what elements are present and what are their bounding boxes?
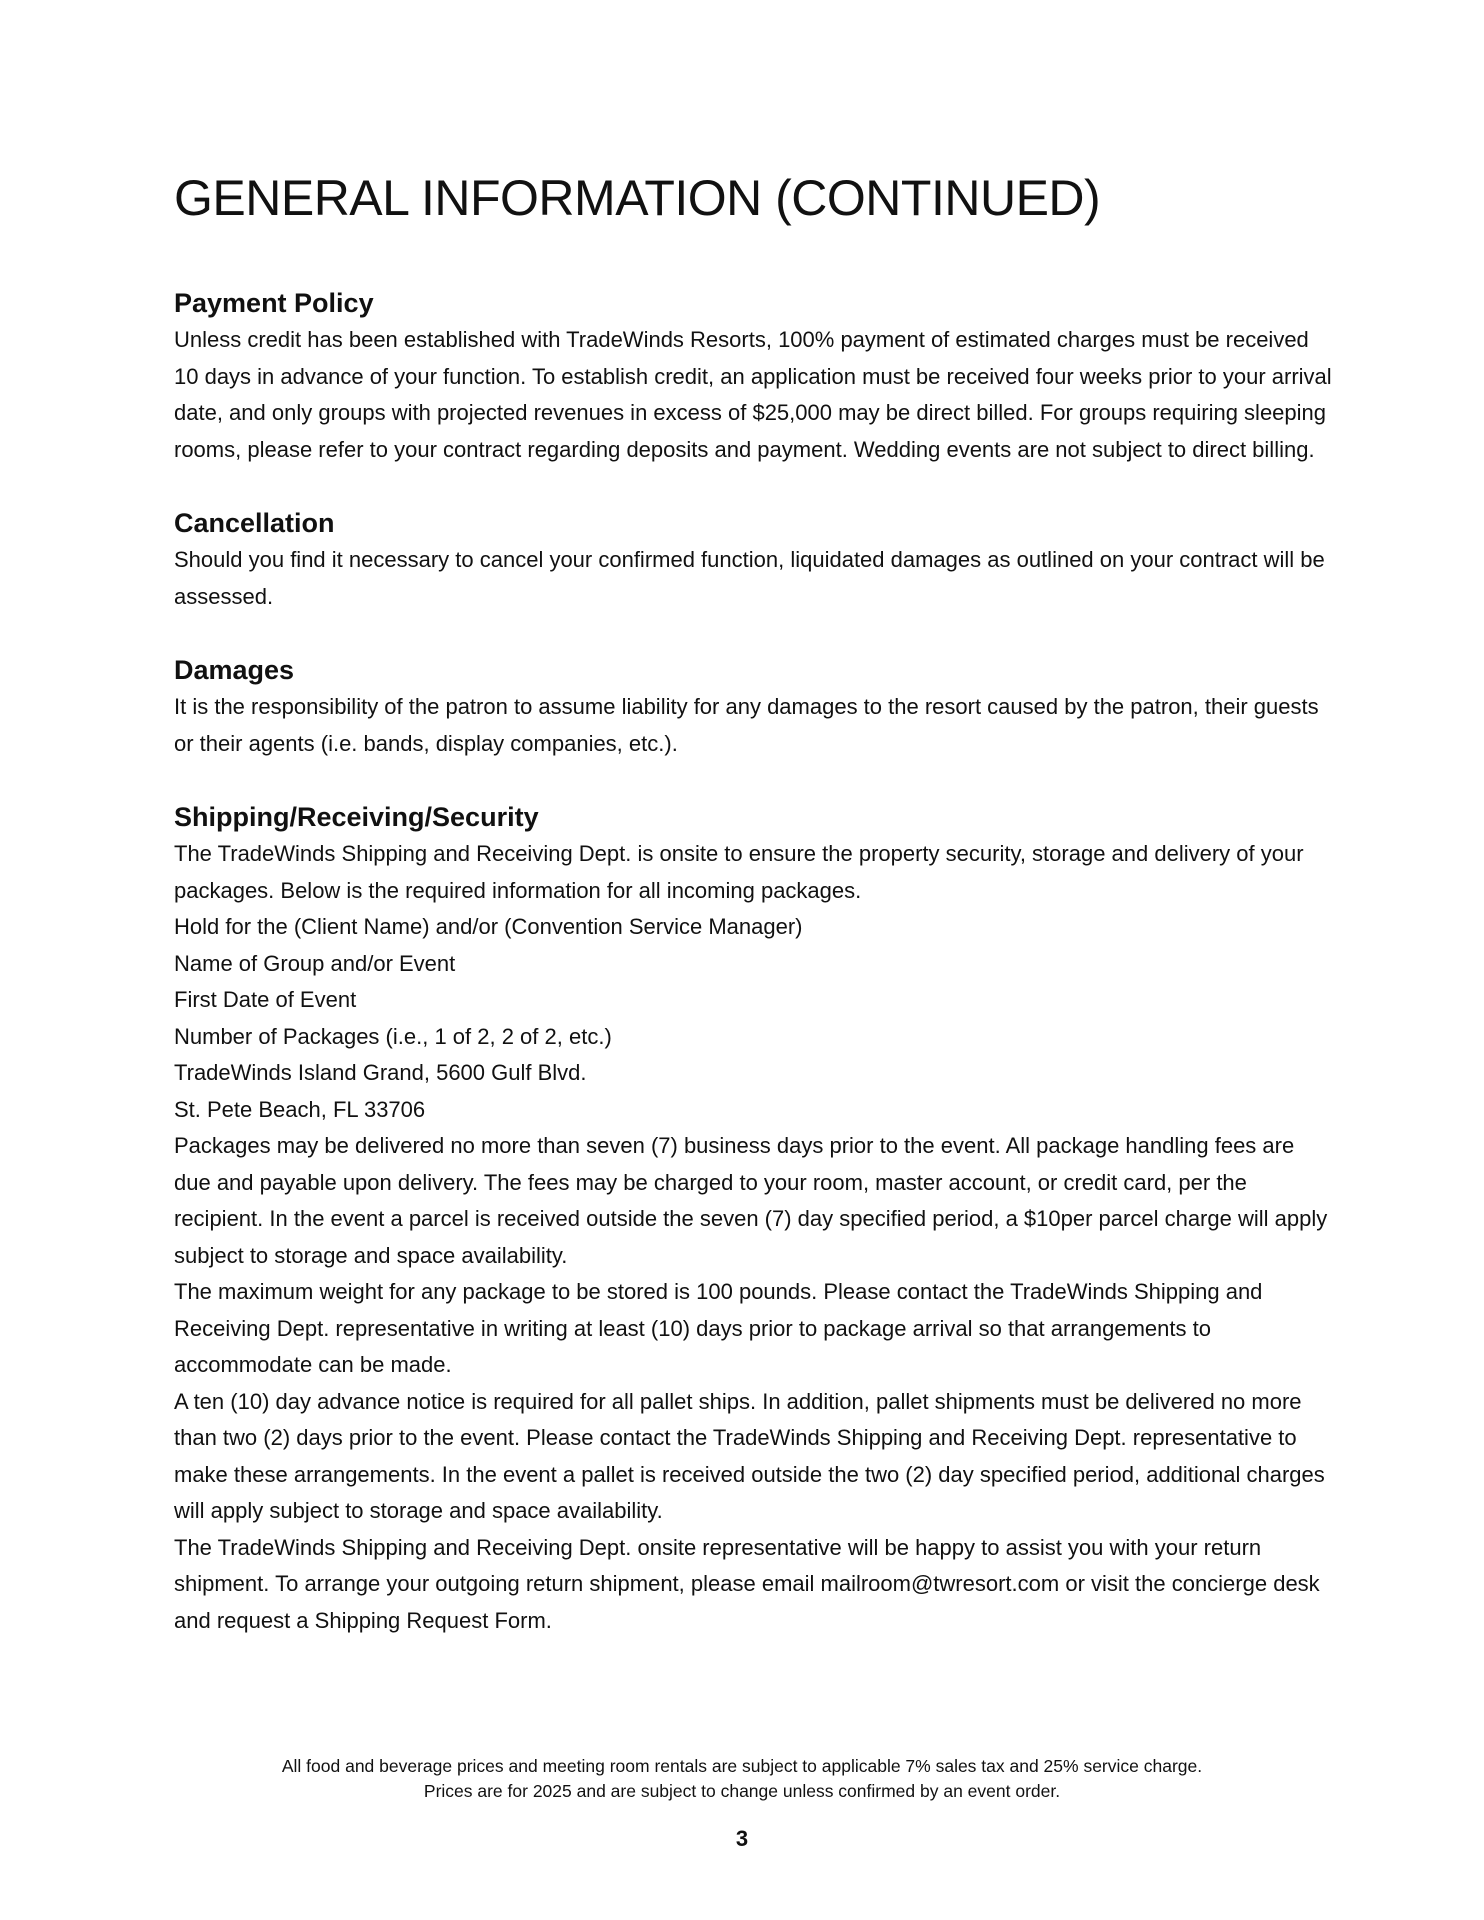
section-paragraph: A ten (10) day advance notice is required for all pallet ships. In addition, pallet shipments must be delivered no more than two (2) days prior to the event. Please contact the TradeWinds Shipping and Receiving Dept. representative to make these arrangements. In the event a pallet is received outside the two (2) day specified period, additional charges will apply subject to storage and space availability.: [174, 1388, 1325, 1523]
shipping-info-line: Hold for the (Client Name) and/or (Convention Service Manager): [174, 914, 803, 939]
section-heading: Payment Policy: [174, 288, 374, 318]
section-heading: Shipping/Receiving/Security: [174, 802, 539, 832]
section-paragraph: Packages may be delivered no more than seven (7) business days prior to the event. All package handling fees are due and payable upon delivery. The fees may be charged to your room, master account, or credit card, per the recipient. In the event a parcel is received outside the seven (7) day specified period, a $10per parcel charge will apply subject to storage and space availability.: [174, 1133, 1328, 1268]
shipping-address-line: TradeWinds Island Grand, 5600 Gulf Blvd.: [174, 1060, 587, 1085]
section-shipping-receiving-security: [174, 798, 1334, 1639]
section-cancellation: [174, 504, 1334, 615]
shipping-info-line: First Date of Event: [174, 987, 357, 1012]
section-damages: [174, 651, 1334, 762]
section-paragraph: Should you find it necessary to cancel your confirmed function, liquidated damages as outlined on your contract will be assessed.: [174, 547, 1325, 609]
shipping-info-line: Name of Group and/or Event: [174, 950, 456, 976]
section-heading: Damages: [174, 655, 295, 685]
section-paragraph: The TradeWinds Shipping and Receiving Dept. is onsite to ensure the property security, storage and delivery of your packages. Below is the required information for all incoming packages.: [174, 841, 1304, 903]
section-paragraph: The TradeWinds Shipping and Receiving Dept. onsite representative will be happy to assist you with your return shipment. To arrange your outgoing return shipment, please email mailroom@twresort.com or visit the concierge desk and request a Shipping Request Form.: [174, 1534, 1320, 1633]
footer-price-note: Prices are for 2025 and are subject to change unless confirmed by an event order.: [423, 1781, 1061, 1801]
page-number: 3: [735, 1826, 749, 1851]
page-title: GENERAL INFORMATION (CONTINUED): [174, 170, 1101, 226]
section-paragraph: It is the responsibility of the patron to assume liability for any damages to the resort caused by the patron, their guests or their agents (i.e. bands, display companies, etc.).: [174, 694, 1319, 756]
section-payment-policy: [174, 284, 1334, 468]
section-paragraph: Unless credit has been established with TradeWinds Resorts, 100% payment of estimated charges must be received 10 days in advance of your function. To establish credit, an application must be received four weeks prior to your arrival date, and only groups with projected revenues in excess of $25,000 may be direct billed. For groups requiring sleeping rooms, please refer to your contract regarding deposits and payment. Wedding events are not subject to direct billing.: [174, 327, 1332, 462]
section-paragraph: The maximum weight for any package to be stored is 100 pounds. Please contact the TradeWinds Shipping and Receiving Dept. representative in writing at least (10) days prior to package arrival so that arrangements to accommodate can be made.: [174, 1279, 1263, 1377]
footer-tax-note: All food and beverage prices and meeting room rentals are subject to applicable 7% sales tax and 25% service charge.: [281, 1756, 1203, 1776]
section-heading: Cancellation: [174, 508, 335, 538]
footer-note: [0, 1754, 1484, 1804]
document-body: [174, 284, 1334, 1675]
shipping-address-line: St. Pete Beach, FL 33706: [174, 1096, 426, 1122]
shipping-info-line: Number of Packages (i.e., 1 of 2, 2 of 2, etc.): [174, 1023, 612, 1049]
